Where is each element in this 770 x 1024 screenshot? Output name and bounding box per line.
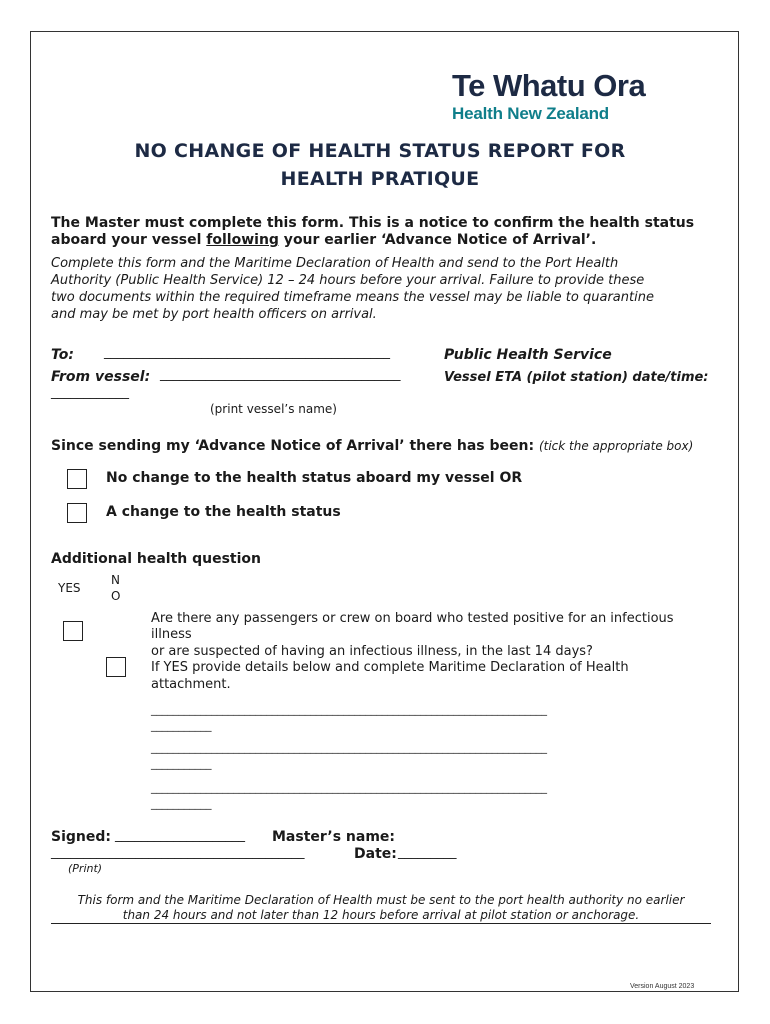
logo-subtitle: Health New Zealand [452, 104, 609, 123]
no-checkbox[interactable] [106, 657, 126, 677]
master-name-label: Master’s name: [272, 829, 396, 845]
to-suffix: Public Health Service [444, 347, 612, 363]
date-field[interactable]: _________ [398, 845, 457, 860]
logo-title: Te Whatu Ora [452, 68, 646, 103]
intro-bold-line1: The Master must complete this form. This is a notice to confirm the health status [51, 215, 695, 231]
vessel-name-hint: (print vessel’s name) [210, 402, 337, 416]
details-line3[interactable]: ________________________________________________________________________ [151, 781, 547, 794]
vessel-eta-field[interactable]: ____________ [51, 385, 129, 400]
master-name-field[interactable]: _______________________________________ [51, 845, 305, 860]
no-column-header-o: O [111, 589, 121, 603]
yes-checkbox[interactable] [63, 621, 83, 641]
intro-bold-line2 [51, 232, 596, 248]
details-line1-cont[interactable]: ___________ [151, 719, 212, 732]
yes-column-header: YES [58, 581, 81, 595]
intro-italic-line1: Complete this form and the Maritime Declaration of Health and send to the Port Health [51, 256, 619, 271]
question-line3: or are suspected of having an infectious illness, in the last 14 days? [151, 644, 593, 659]
status-prompt-text: Since sending my ‘Advance Notice of Arrival’ there has been: [51, 438, 535, 454]
intro-italic-line3: two documents within the required timeframe means the vessel may be liable to quarantine [51, 290, 654, 305]
footer-divider [51, 923, 711, 924]
signed-label: Signed: [51, 829, 111, 845]
vessel-name-field[interactable]: _____________________________________ [160, 367, 401, 382]
intro-bold-line2-post: your earlier ‘Advance Notice of Arrival’. [278, 232, 597, 248]
to-label: To: [51, 347, 74, 363]
change-checkbox[interactable] [67, 503, 87, 523]
details-line3-cont[interactable]: ___________ [151, 797, 212, 810]
print-hint: (Print) [68, 862, 103, 875]
question-line1: Are there any passengers or crew on board who tested positive for an infectious [151, 611, 674, 626]
footer-note-line1: This form and the Maritime Declaration of Health must be sent to the port health authority no earlier [77, 893, 685, 907]
details-line2[interactable]: ________________________________________________________________________ [151, 741, 547, 754]
additional-heading: Additional health question [51, 551, 262, 567]
date-label: Date: [354, 846, 397, 862]
to-field[interactable]: ____________________________________________ [104, 345, 390, 360]
no-change-label: No change to the health status aboard my vessel OR [106, 470, 523, 486]
intro-italic-line4: and may be met by port health officers on arrival. [51, 307, 377, 322]
from-vessel-label: From vessel: [51, 369, 151, 385]
no-change-checkbox[interactable] [67, 469, 87, 489]
question-line5: attachment. [151, 677, 231, 692]
question-line2: illness [151, 627, 192, 642]
vessel-eta-label: Vessel ETA (pilot station) date/time: [444, 370, 709, 385]
change-label: A change to the health status [106, 504, 341, 520]
intro-italic-line2: Authority (Public Health Service) 12 – 24 hours before your arrival. Failure to provide these [51, 273, 645, 288]
details-line2-cont[interactable]: ___________ [151, 757, 212, 770]
signature-field[interactable]: ____________________ [115, 828, 245, 843]
details-line1[interactable]: ________________________________________________________________________ [151, 703, 547, 716]
footer-note-line2: than 24 hours and not later than 12 hours before arrival at pilot station or anchorage. [122, 908, 640, 922]
status-prompt [51, 438, 693, 454]
form-title-line1: NO CHANGE OF HEALTH STATUS REPORT FOR [134, 140, 626, 162]
question-line4: If YES provide details below and complete Maritime Declaration of Health [151, 660, 629, 675]
form-title-line2: HEALTH PRATIQUE [280, 168, 480, 190]
version-label: Version August 2023 [630, 983, 695, 990]
intro-bold-line2-pre: aboard your vessel [51, 232, 207, 248]
no-column-header-n: N [111, 573, 120, 587]
status-prompt-hint: (tick the appropriate box) [538, 439, 694, 453]
intro-bold-line2-underlined: following [206, 232, 279, 248]
